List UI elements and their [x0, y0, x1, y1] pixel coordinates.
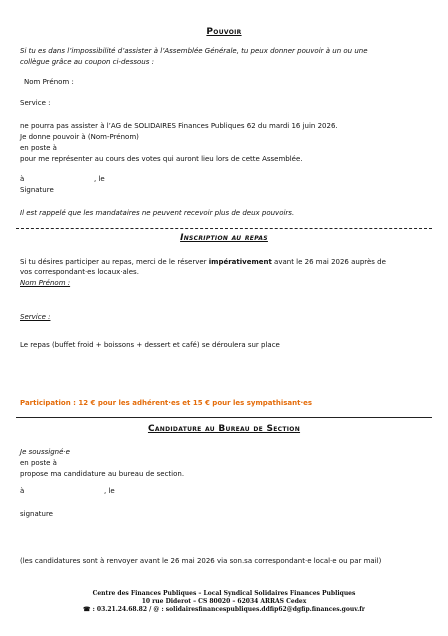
inscription-line2: vos correspondant·es locaux·ales. — [20, 268, 139, 276]
inscription-nom-prenom-label: Nom Prénom : — [20, 279, 71, 287]
footer — [0, 590, 448, 614]
inscription-title: Inscription au repas — [180, 233, 268, 243]
inscription-participation: Participation : 12 € pour les adhérent·es et 15 € pour les sympathisant·es — [20, 399, 313, 407]
candidature-soussigne: Je soussigné·e — [20, 448, 70, 456]
pouvoir-le-label: , le — [94, 175, 105, 183]
section-divider-dashed — [16, 228, 432, 229]
inscription-line1: Si tu désires participer au repas, merci de le réserver impérativement avant le 26 mai 2026 auprès de — [20, 258, 386, 266]
pouvoir-rappel: Il est rappelé que les mandataires ne peuvent recevoir plus de deux pouvoirs. — [20, 209, 295, 217]
candidature-title: Candidature au Bureau de Section — [147, 424, 301, 434]
inscription-repas: Le repas (buffet froid + boissons + dessert et café) se déroulera sur place — [20, 341, 280, 349]
section-divider-solid — [16, 417, 432, 418]
pouvoir-intro-line2: collègue grâce au coupon ci-dessous : — [20, 58, 154, 66]
pouvoir-intro-line1: Si tu es dans l’impossibilité d’assister à l’Assemblée Générale, tu peux donner pouvoir à un ou une — [20, 47, 368, 55]
footer-line3: ☎ : 03.21.24.68.82 / @ : solidairesfinancespubliques.ddfip62@dgfip.finances.gouv.fr — [83, 606, 365, 613]
pouvoir-signature-label: Signature — [20, 186, 54, 194]
candidature-poste: en poste à — [20, 459, 57, 467]
candidature-a-label: à — [20, 487, 25, 495]
pouvoir-nom-prenom-label: Nom Prénom : — [24, 78, 74, 86]
pouvoir-poste-line: en poste à — [20, 144, 57, 152]
pouvoir-service-label: Service : — [20, 99, 51, 107]
footer-line2: 10 rue Diderot – CS 80020 – 62034 ARRAS Cedex — [141, 598, 307, 605]
candidature-le-label: , le — [104, 487, 115, 495]
pouvoir-a-label: à — [20, 175, 25, 183]
candidature-signature-label: signature — [20, 510, 53, 518]
pouvoir-title: Pouvoir — [206, 27, 242, 37]
pouvoir-represente-line: pour me représenter au cours des votes qui auront lieu lors de cette Assemblée. — [20, 155, 303, 163]
candidature-propose: propose ma candidature au bureau de section. — [20, 470, 185, 478]
candidature-renvoyer: (les candidatures sont à renvoyer avant le 26 mai 2026 via son.sa correspondant·e local·e ou par mail) — [20, 557, 382, 565]
pouvoir-ag-line: ne pourra pas assister à l’AG de SOLIDAIRES Finances Publiques 62 du mardi 16 juin 2026. — [20, 122, 338, 130]
footer-line1: Centre des Finances Publiques – Local Syndical Solidaires Finances Publiques — [92, 590, 356, 597]
pouvoir-donne-line: Je donne pouvoir à (Nom-Prénom) — [20, 133, 139, 141]
inscription-service-label: Service : — [20, 313, 51, 321]
